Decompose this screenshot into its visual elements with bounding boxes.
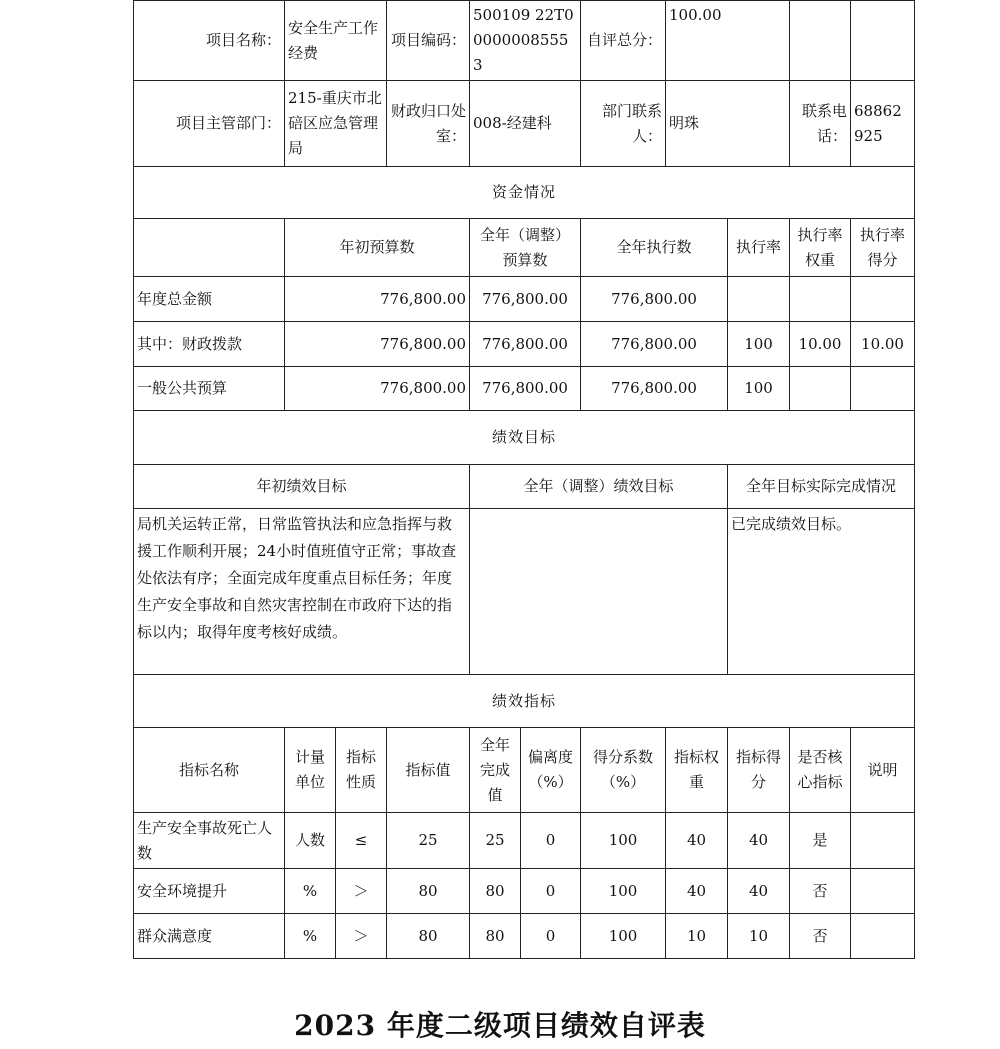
phone-label: 联系电话： bbox=[790, 81, 851, 167]
goals-adjusted-text bbox=[470, 509, 728, 675]
ind-weight: 10 bbox=[666, 914, 728, 959]
funds-header-row bbox=[134, 219, 915, 277]
score-label: 自评总分： bbox=[581, 1, 666, 81]
ind-header-score: 指标得分 bbox=[728, 728, 790, 813]
ind-score: 10 bbox=[728, 914, 790, 959]
office-value: 008-经建科 bbox=[470, 81, 581, 167]
funds-row-rate: 100 bbox=[728, 322, 790, 367]
contact-value: 明珠 bbox=[666, 81, 790, 167]
ind-header-target: 指标值 bbox=[387, 728, 470, 813]
ind-target: 25 bbox=[387, 813, 470, 869]
project-name-label: 项目名称： bbox=[134, 1, 285, 81]
funds-row-budget: 776,800.00 bbox=[285, 322, 470, 367]
score-value: 100.00 bbox=[666, 1, 790, 81]
funds-row-label: 年度总金额 bbox=[134, 277, 285, 322]
funds-row-executed: 776,800.00 bbox=[581, 322, 728, 367]
funds-row-rate bbox=[728, 277, 790, 322]
ind-deviation: 0 bbox=[521, 914, 581, 959]
ind-score: 40 bbox=[728, 813, 790, 869]
ind-coef: 100 bbox=[581, 869, 666, 914]
funds-row-adjusted: 776,800.00 bbox=[470, 367, 581, 411]
ind-actual: 25 bbox=[470, 813, 521, 869]
funds-row-executed: 776,800.00 bbox=[581, 277, 728, 322]
funds-row-score: 10.00 bbox=[851, 322, 915, 367]
project-row-2 bbox=[134, 81, 915, 167]
funds-row-executed: 776,800.00 bbox=[581, 367, 728, 411]
goals-actual-text: 已完成绩效目标。 bbox=[728, 509, 915, 675]
funds-row-rate: 100 bbox=[728, 367, 790, 411]
ind-core: 否 bbox=[790, 869, 851, 914]
ind-actual: 80 bbox=[470, 869, 521, 914]
ind-unit: 人数 bbox=[285, 813, 336, 869]
project-code-value: 500109 22T000000085553 bbox=[470, 1, 581, 81]
goals-header-adjusted: 全年（调整）绩效目标 bbox=[470, 465, 728, 509]
funds-section-row bbox=[134, 167, 915, 219]
goals-initial-text: 局机关运转正常，日常监管执法和应急指挥与救援工作顺利开展；24小时值班值守正常；事故查处依法有序；全面完成年度重点目标任务；年度生产安全事故和自然灾害控制在市政府下达的指标以内；取得年度考核好成绩。 bbox=[134, 509, 470, 675]
ind-deviation: 0 bbox=[521, 813, 581, 869]
funds-row-score bbox=[851, 367, 915, 411]
funds-header-budget: 年初预算数 bbox=[285, 219, 470, 277]
ind-actual: 80 bbox=[470, 914, 521, 959]
funds-row-budget: 776,800.00 bbox=[285, 277, 470, 322]
ind-target: 80 bbox=[387, 869, 470, 914]
funds-header-weight: 执行率权重 bbox=[790, 219, 851, 277]
funds-row bbox=[134, 322, 915, 367]
goals-header-actual: 全年目标实际完成情况 bbox=[728, 465, 915, 509]
ind-name: 群众满意度 bbox=[134, 914, 285, 959]
ind-note bbox=[851, 813, 915, 869]
indicator-row bbox=[134, 869, 915, 914]
ind-nature: ＞ bbox=[336, 869, 387, 914]
funds-row-score bbox=[851, 277, 915, 322]
project-row-1 bbox=[134, 1, 915, 81]
ind-header-name: 指标名称 bbox=[134, 728, 285, 813]
ind-deviation: 0 bbox=[521, 869, 581, 914]
funds-row-label: 其中：财政拨款 bbox=[134, 322, 285, 367]
indicator-row bbox=[134, 813, 915, 869]
ind-nature: ≤ bbox=[336, 813, 387, 869]
ind-header-core: 是否核心指标 bbox=[790, 728, 851, 813]
empty-cell bbox=[790, 1, 851, 81]
ind-header-coef: 得分系数（%） bbox=[581, 728, 666, 813]
funds-row-weight bbox=[790, 277, 851, 322]
funds-row-weight: 10.00 bbox=[790, 322, 851, 367]
ind-weight: 40 bbox=[666, 869, 728, 914]
dept-value: 215-重庆市北碚区应急管理局 bbox=[285, 81, 387, 167]
empty-cell bbox=[134, 219, 285, 277]
funds-row bbox=[134, 277, 915, 322]
ind-name: 生产安全事故死亡人数 bbox=[134, 813, 285, 869]
ind-coef: 100 bbox=[581, 813, 666, 869]
dept-label: 项目主管部门： bbox=[134, 81, 285, 167]
indicators-section-title: 绩效指标 bbox=[134, 675, 915, 728]
ind-note bbox=[851, 869, 915, 914]
phone-value: 68862925 bbox=[851, 81, 915, 167]
ind-weight: 40 bbox=[666, 813, 728, 869]
ind-note bbox=[851, 914, 915, 959]
ind-name: 安全环境提升 bbox=[134, 869, 285, 914]
indicator-row bbox=[134, 914, 915, 959]
empty-cell bbox=[851, 1, 915, 81]
ind-core: 是 bbox=[790, 813, 851, 869]
goals-header-row bbox=[134, 465, 915, 509]
indicators-section-row bbox=[134, 675, 915, 728]
funds-section-title: 资金情况 bbox=[134, 167, 915, 219]
goals-content-row bbox=[134, 509, 915, 675]
funds-row-label: 一般公共预算 bbox=[134, 367, 285, 411]
funds-header-executed: 全年执行数 bbox=[581, 219, 728, 277]
ind-target: 80 bbox=[387, 914, 470, 959]
funds-row-weight bbox=[790, 367, 851, 411]
ind-header-nature: 指标性质 bbox=[336, 728, 387, 813]
goals-section-title: 绩效目标 bbox=[134, 411, 915, 465]
ind-header-actual: 全年完成值 bbox=[470, 728, 521, 813]
ind-nature: ＞ bbox=[336, 914, 387, 959]
evaluation-table bbox=[133, 0, 915, 959]
funds-row-adjusted: 776,800.00 bbox=[470, 277, 581, 322]
project-name-value: 安全生产工作经费 bbox=[285, 1, 387, 81]
contact-label: 部门联系人： bbox=[581, 81, 666, 167]
office-label: 财政归口处室： bbox=[387, 81, 470, 167]
funds-header-score: 执行率得分 bbox=[851, 219, 915, 277]
ind-score: 40 bbox=[728, 869, 790, 914]
ind-header-unit: 计量单位 bbox=[285, 728, 336, 813]
ind-header-deviation: 偏离度（%） bbox=[521, 728, 581, 813]
goals-header-initial: 年初绩效目标 bbox=[134, 465, 470, 509]
goals-section-row bbox=[134, 411, 915, 465]
ind-header-weight: 指标权重 bbox=[666, 728, 728, 813]
ind-coef: 100 bbox=[581, 914, 666, 959]
project-code-label: 项目编码： bbox=[387, 1, 470, 81]
ind-header-note: 说明 bbox=[851, 728, 915, 813]
indicators-header-row bbox=[134, 728, 915, 813]
funds-row-adjusted: 776,800.00 bbox=[470, 322, 581, 367]
funds-header-adjusted: 全年（调整）预算数 bbox=[470, 219, 581, 277]
funds-row bbox=[134, 367, 915, 411]
ind-core: 否 bbox=[790, 914, 851, 959]
page-title: 2023 年度二级项目绩效自评表 bbox=[294, 1009, 706, 1042]
funds-header-rate: 执行率 bbox=[728, 219, 790, 277]
ind-unit: % bbox=[285, 914, 336, 959]
funds-row-budget: 776,800.00 bbox=[285, 367, 470, 411]
ind-unit: % bbox=[285, 869, 336, 914]
